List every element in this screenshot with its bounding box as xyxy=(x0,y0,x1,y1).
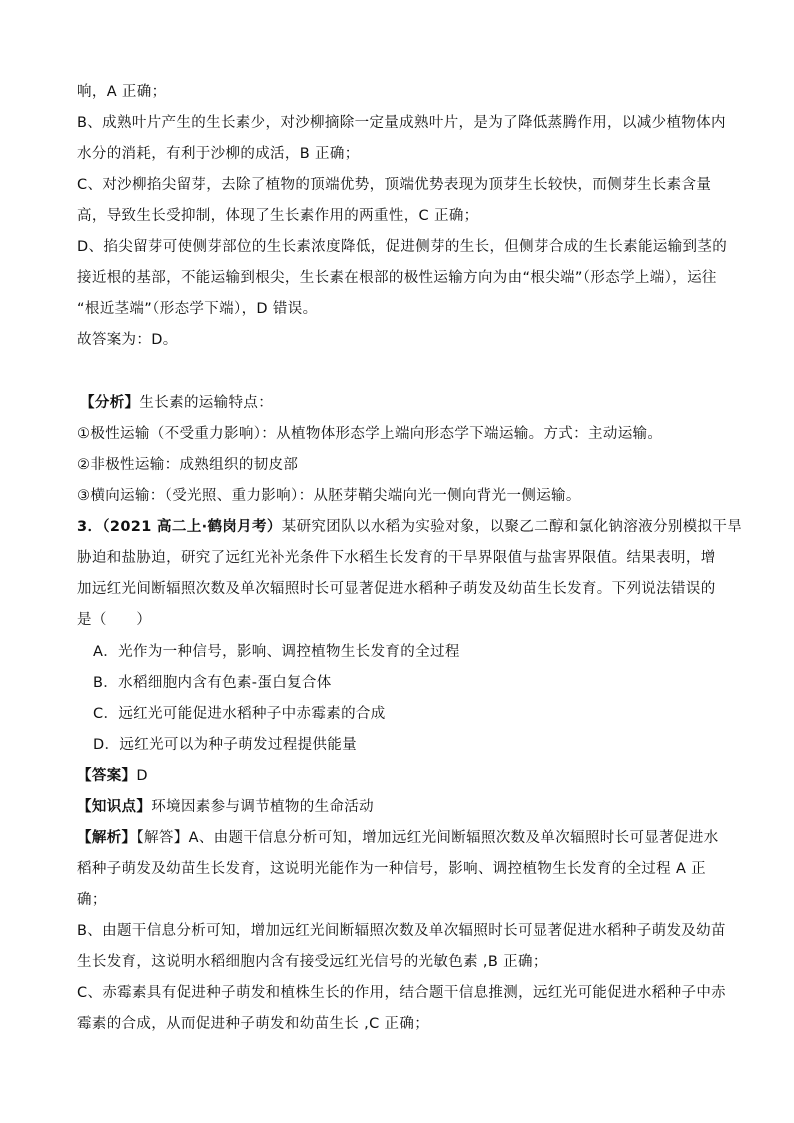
analysis-item xyxy=(77,455,298,475)
analysis-heading xyxy=(80,393,273,413)
explanation-line: 确； xyxy=(77,892,107,908)
explanation-line: B、由题干信息分析可知，增加远红光间断辐照次数及单次辐照时长可显著促进水稻种子萌发及幼苗 xyxy=(77,923,726,939)
question-stem-text: 某研究团队以水稻为实验对象，以聚乙二醇和氯化钠溶液分别模拟干旱 xyxy=(281,519,743,535)
circled-number-icon: ② xyxy=(77,457,91,473)
analysis-item-text: 极性运输（不受重力影响）：从植物体形态学上端向形态学下端运输。方式：主动运输。 xyxy=(90,426,663,442)
text-line: “根近茎端”（形态学下端），D 错误。 xyxy=(77,301,318,317)
analysis-item xyxy=(77,486,581,506)
knowledge-value: 环境因素参与调节植物的生命活动 xyxy=(151,799,374,815)
question-source: （2021 高二上·鹤岗月考） xyxy=(102,519,282,535)
text-line: 高，导致生长受抑制，体现了生长素作用的两重性，C 正确； xyxy=(77,208,479,224)
text-line: 响，A 正确； xyxy=(77,84,167,100)
knowledge-label: 【知识点】 xyxy=(77,799,152,815)
explanation-line: 稻种子萌发及幼苗生长发育，这说明光能作为一种信号，影响、调控植物生长发育的全过程 A 正 xyxy=(77,861,707,877)
circled-number-icon: ③ xyxy=(77,488,91,504)
text-line: 水分的消耗，有利于沙柳的成活，B 正确； xyxy=(77,146,360,162)
question-number: 3． xyxy=(77,519,103,535)
text-line: 接近根的基部，不能运输到根尖，生长素在根部的极性运输方向为由“根尖端”（形态学上端），运往 xyxy=(77,270,717,286)
analysis-item-text: 非极性运输：成熟组织的韧皮部 xyxy=(90,457,299,473)
option-b: B．水稻细胞内含有色素-蛋白复合体 xyxy=(93,675,332,691)
option-d: D．远红光可以为种子萌发过程提供能量 xyxy=(93,737,357,753)
analysis-item-text: 横向运输：（受光照、重力影响）：从胚芽鞘尖端向光一侧向背光一侧运输。 xyxy=(90,488,581,504)
text-line: D、掐尖留芽可使侧芽部位的生长素浓度降低，促进侧芽的生长，但侧芽合成的生长素能运输到茎的 xyxy=(77,239,728,255)
circled-number-icon: ① xyxy=(77,426,91,442)
question-stem-line: 胁迫和盐胁迫，研究了远红光补光条件下水稻生长发育的干旱界限值与盐害界限值。结果表明，增 xyxy=(77,550,716,566)
explanation-line: 霉素的合成，从而促进种子萌发和幼苗生长 ,C 正确； xyxy=(77,1016,430,1032)
explanation-text: A、由题干信息分析可知，增加远红光间断辐照次数及单次辐照时长可显著促进水 xyxy=(188,830,719,846)
explanation-label: 【解析】 xyxy=(77,830,137,846)
answer-value: D xyxy=(136,768,148,784)
answer-line xyxy=(77,766,148,786)
explanation-sub-label: 【解答】 xyxy=(136,830,189,846)
explanation-line: C、赤霉素具有促进种子萌发和植株生长的作用，结合题干信息推测，远红光可能促进水稻种子中赤 xyxy=(77,985,727,1001)
analysis-item xyxy=(77,424,662,444)
analysis-label: 【分析】 xyxy=(80,395,140,411)
answer-label: 【答案】 xyxy=(77,768,137,784)
text-line: C、对沙柳掐尖留芽，去除了植物的顶端优势，顶端优势表现为顶芽生长较快，而侧芽生长素含量 xyxy=(77,177,712,193)
analysis-heading-text: 生长素的运输特点： xyxy=(139,395,274,411)
knowledge-line xyxy=(77,797,374,817)
text-line: B、成熟叶片产生的生长素少，对沙柳摘除一定量成熟叶片，是为了降低蒸腾作用，以减少植物体内 xyxy=(77,115,726,131)
question-stem-line: 加远红光间断辐照次数及单次辐照时长可显著促进水稻种子萌发及幼苗生长发育。下列说法错误的 xyxy=(77,581,716,597)
explanation-line xyxy=(77,828,719,848)
option-a: A．光作为一种信号，影响、调控植物生长发育的全过程 xyxy=(93,644,460,660)
question-stem-line xyxy=(77,517,742,537)
final-answer-line: 故答案为：D。 xyxy=(77,332,178,348)
explanation-line: 生长发育，这说明水稻细胞内含有接受远红光信号的光敏色素 ,B 正确； xyxy=(77,954,548,970)
option-c: C．远红光可能促进水稻种子中赤霉素的合成 xyxy=(93,706,386,722)
question-stem-line: 是（ ） xyxy=(77,612,152,628)
